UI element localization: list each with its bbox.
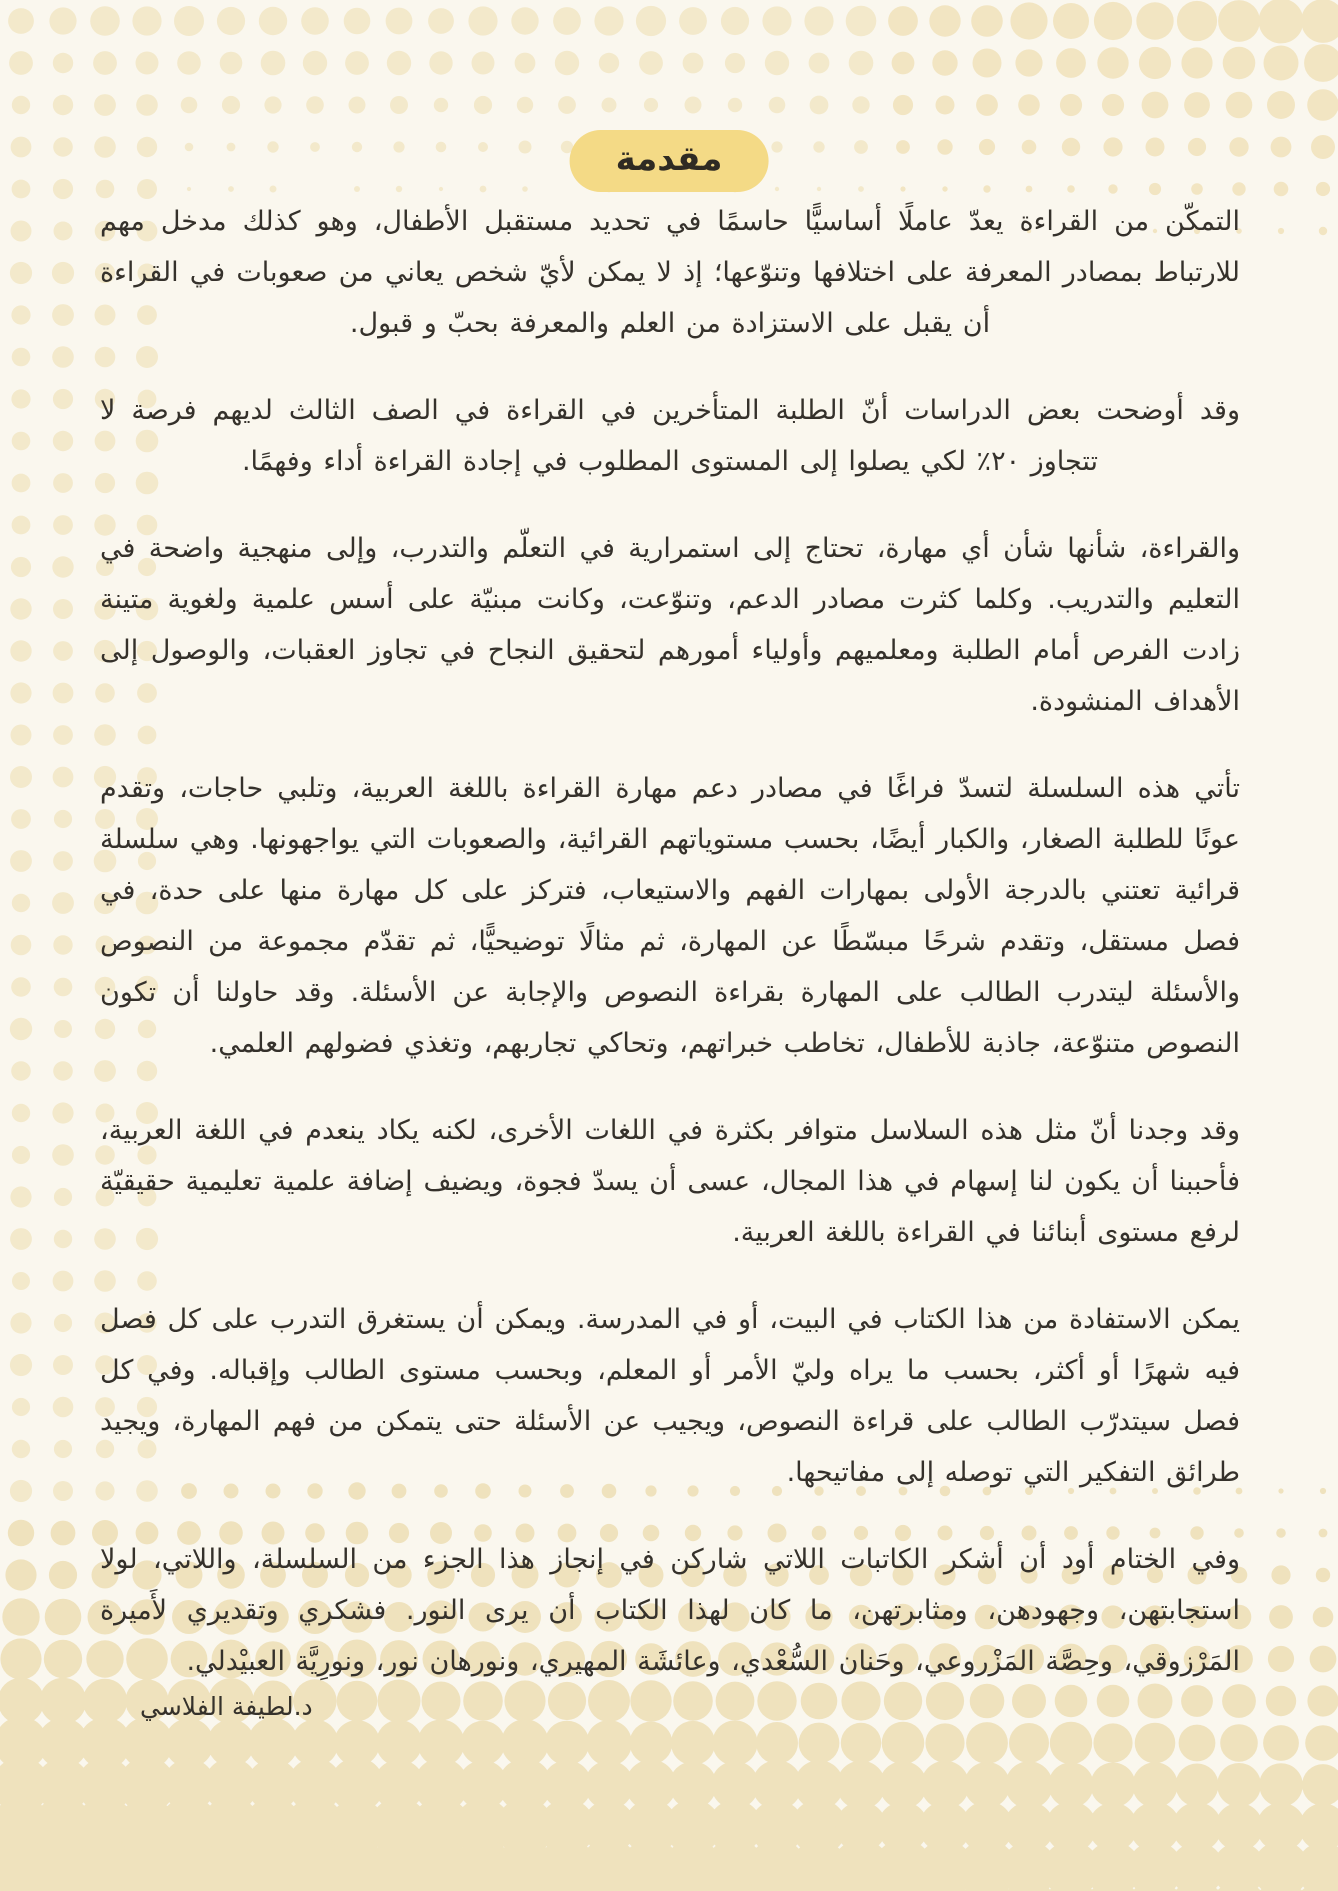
intro-paragraph: تأتي هذه السلسلة لتسدّ فراغًا في مصادر دعم مهارة القراءة باللغة العربية، وتلبي حاجات، وتقدم عونًا للطلبة الصغار، والكبار أيضًا، بحسب مستوياتهم القرائية، والصعوبات التي يواجهونها. وهي سلسلة قرائية تعتني بالدرجة الأولى بمهارات الفهم والاستيعاب، فتركز على كل مهارة منها على حدة، في فصل مستقل، وتقدم شرحًا مبسّطًا عن المهارة، ثم مثالًا توضيحيًّا، ثم تقدّم مجموعة من النصوص والأسئلة ليتدرب الطالب على المهارة بقراءة النصوص والإجابة عن الأسئلة. وقد حاولنا أن تكون النصوص متنوّعة، جاذبة للأطفال، تخاطب خبراتهم، وتحاكي تجاربهم، وتغذي فضولهم العلمي. (100, 773, 1240, 1059)
intro-paragraph: وقد وجدنا أنّ مثل هذه السلاسل متوافر بكثرة في اللغات الأخرى، لكنه يكاد ينعدم في اللغة العربية، فأحببنا أن يكون لنا إسهام في هذا المجال، عسى أن يسدّ فجوة، ويضيف إضافة علمية تعليمية حقيقيّة لرفع مستوى أبنائنا في القراءة باللغة العربية. (100, 1115, 1240, 1248)
intro-text-block (100, 196, 1240, 1723)
author-signature: د.لطيفة الفلاسي (140, 1692, 313, 1721)
intro-paragraph: يمكن الاستفادة من هذا الكتاب في البيت، أو في المدرسة. ويمكن أن يستغرق التدرب على كل فصل فيه شهرًا أو أكثر، بحسب ما يراه وليّ الأمر أو المعلم، وبحسب مستوى الطالب وإقباله. وفي كل فصل سيتدرّب الطالب على قراءة النصوص، ويجيب عن الأسئلة حتى يتمكن من فهم المهارة، ويجيد طرائق التفكير التي توصله إلى مفاتيحها. (100, 1304, 1240, 1488)
intro-paragraph: والقراءة، شأنها شأن أي مهارة، تحتاج إلى استمرارية في التعلّم والتدرب، وإلى منهجية واضحة في التعليم والتدريب. وكلما كثرت مصادر الدعم، وتنوّعت، وكانت مبنيّة على أسس علمية ولغوية متينة زادت الفرص أمام الطلبة ومعلميهم وأولياء أمورهم لتحقيق النجاح في تجاوز العقبات، والوصول إلى الأهداف المنشودة. (100, 533, 1240, 717)
page-title-text: مقدمة (615, 139, 723, 179)
intro-paragraph: التمكّن من القراءة يعدّ عاملًا أساسيًّا حاسمًا في تحديد مستقبل الأطفال، وهو كذلك مدخل مهم للارتباط بمصادر المعرفة على اختلافها وتنوّعها؛ إذ لا يمكن لأيّ شخص يعاني من صعوبات في القراءة أن يقبل على الاستزادة من العلم والمعرفة بحبّ و قبول. (100, 206, 1240, 339)
intro-paragraph: وفي الختام أود أن أشكر الكاتبات اللاتي شاركن في إنجاز هذا الجزء من السلسلة، واللاتي، لولا استجابتهن، وجهودهن، ومثابرتهن، ما كان لهذا الكتاب أن يرى النور. فشكري وتقديري لأَميرة المَرْزوقي، وحِصَّة المَزْروعي، وحَنان السُّعْدي، وعائشَة المهيري، ونورهان نور، ونورِيَّة العبيْدلي. (100, 1544, 1240, 1677)
intro-paragraph: وقد أوضحت بعض الدراسات أنّ الطلبة المتأخرين في القراءة في الصف الثالث لديهم فرصة لا تتجاوز ٢٠٪ لكي يصلوا إلى المستوى المطلوب في إجادة القراءة أداء وفهمًا. (100, 395, 1240, 477)
page-title (570, 130, 769, 192)
